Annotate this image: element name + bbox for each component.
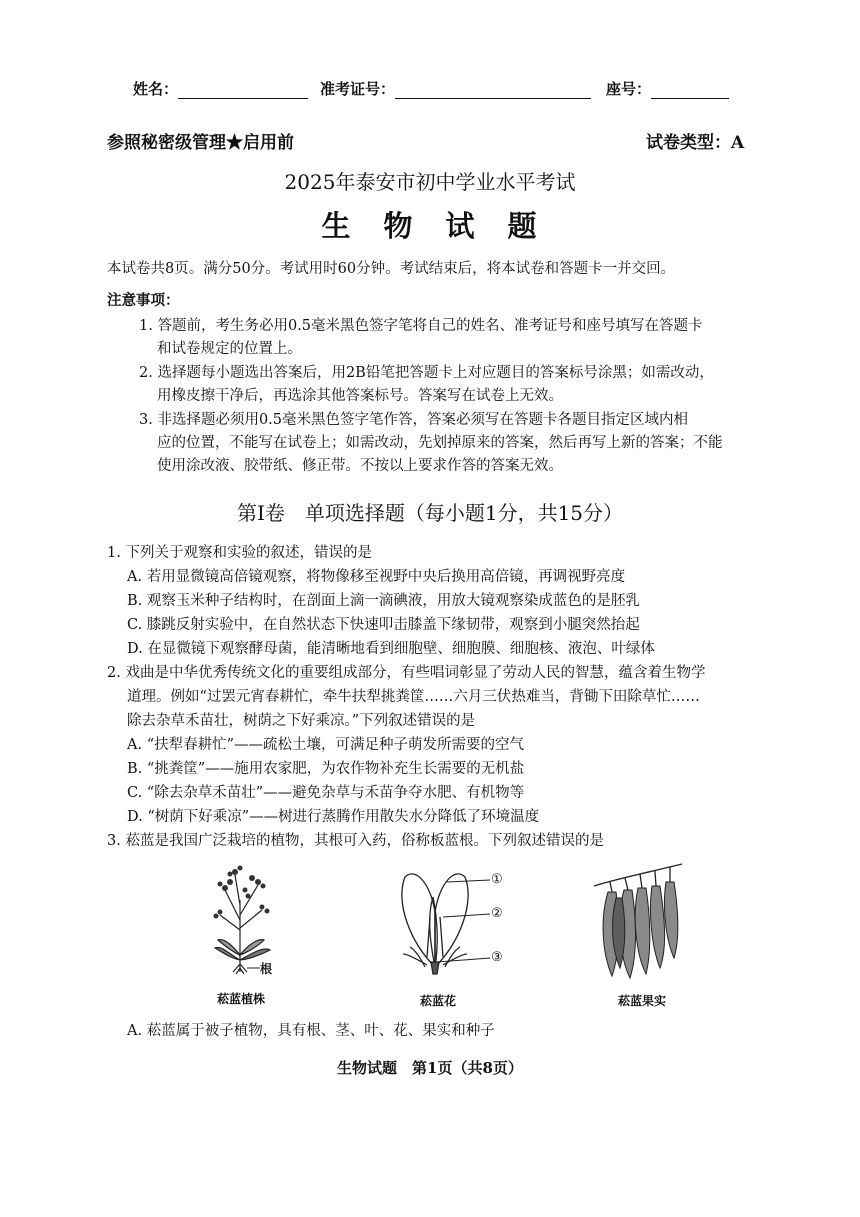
answer-option: C. 膝跳反射实验中，在自然状态下快速叩击膝盖下缘韧带，观察到小腿突然抬起 [127,617,640,633]
notice-line: 使用涂改液、胶带纸、修正带。不按以上要求作答的答案无效。 [157,458,563,474]
notice-line: 3. 非选择题必须用0.5毫米黑色签字笔作答，答案必须写在答题卡各题目指定区域内相 [139,412,689,428]
answer-option: A. 菘蓝属于被子植物，具有根、茎、叶、花、果实和种子 [127,1023,495,1039]
paper-type: 试卷类型：A [646,133,745,153]
seat-field [606,78,729,99]
flower-label-2: ② [491,906,503,921]
fruit-caption: 菘蓝果实 [618,994,667,1008]
plant-caption: 菘蓝植株 [217,992,266,1006]
question-stem: 2. 戏曲是中华优秀传统文化的重要组成部分，有些唱词彰显了劳动人民的智慧，蕴含着生物学 [107,665,706,681]
seat-label: 座号： [606,80,652,98]
notice-line: 1. 答题前，考生务必用0.5毫米黑色签字笔将自己的姓名、准考证号和座号填写在答题卡 [139,318,703,334]
answer-option: B. “挑粪筐”——施用农家肥，为农作物补充生长需要的无机盐 [127,761,525,777]
answer-option: D. 在显微镜下观察酵母菌，能清晰地看到细胞壁、细胞膜、细胞核、液泡、叶绿体 [127,641,655,657]
notice-line: 应的位置，不能写在试卷上；如需改动，先划掉原来的答案，然后再写上新的答案；不能 [157,435,723,451]
page-footer: 生物试题 第1页（共8页） [337,1059,523,1077]
question-stem: 1. 下列关于观察和实验的叙述，错误的是 [107,545,372,561]
seat-blank [651,84,729,99]
exam-intro: 本试卷共8页。满分50分。考试用时60分钟。考试结束后，将本试卷和答题卡一并交回。 [107,261,676,277]
exam-title: 2025年泰安市初中学业水平考试 [284,170,576,194]
question-stem: 3. 菘蓝是我国广泛栽培的植物，其根可入药，俗称板蓝根。下列叙述错误的是 [107,833,604,849]
exam-number-label: 准考证号： [320,80,396,98]
root-label: 根 [260,962,273,976]
notice-line: 和试卷规定的位置上。 [157,341,302,357]
question-stem-cont: 道理。例如“过罢元宵春耕忙，牵牛扶犁挑粪筐……六月三伏热难当，背锄下田除草忙…… [127,689,700,705]
answer-option: B. 观察玉米种子结构时，在剖面上滴一滴碘液，用放大镜观察染成蓝色的是胚乳 [127,593,640,609]
name-label: 姓名： [133,80,179,98]
notice-line: 2. 选择题每小题选出答案后，用2B铅笔把答题卡上对应题目的答案标号涂黑；如需改动， [139,365,714,381]
subject-title: 生 物 试 题 [321,209,539,243]
answer-option: C. “除去杂草禾苗壮”——避免杂草与禾苗争夺水肥、有机物等 [127,785,525,801]
name-blank [178,84,308,99]
notice-line: 用橡皮擦干净后，再选涂其他答案标号。答案写在试卷上无效。 [157,388,563,404]
answer-option: A. 若用显微镜高倍镜观察，将物像移至视野中央后换用高倍镜，再调视野亮度 [127,569,626,585]
exam-number-field [320,78,591,99]
section-title: 第Ⅰ卷 单项选择题（每小题1分，共15分） [236,501,624,525]
exam-number-blank [395,84,591,99]
question-stem-cont: 除去杂草禾苗壮，树荫之下好乘凉。”下列叙述错误的是 [127,713,476,729]
secrecy-notice: 参照秘密级管理★启用前 [107,133,294,153]
flower-label-1: ① [491,872,503,887]
flower-caption: 菘蓝花 [420,994,457,1008]
isatis-fruit-illustration [590,858,690,983]
notice-heading: 注意事项： [107,292,180,309]
answer-option: D. “树荫下好乘凉”——树进行蒸腾作用散失水分降低了环境温度 [127,809,540,825]
flower-label-3: ③ [491,950,503,965]
answer-option: A. “扶犁春耕忙”——疏松土壤，可满足种子萌发所需要的空气 [127,737,525,753]
isatis-plant-illustration [200,860,290,975]
name-field [133,78,308,99]
